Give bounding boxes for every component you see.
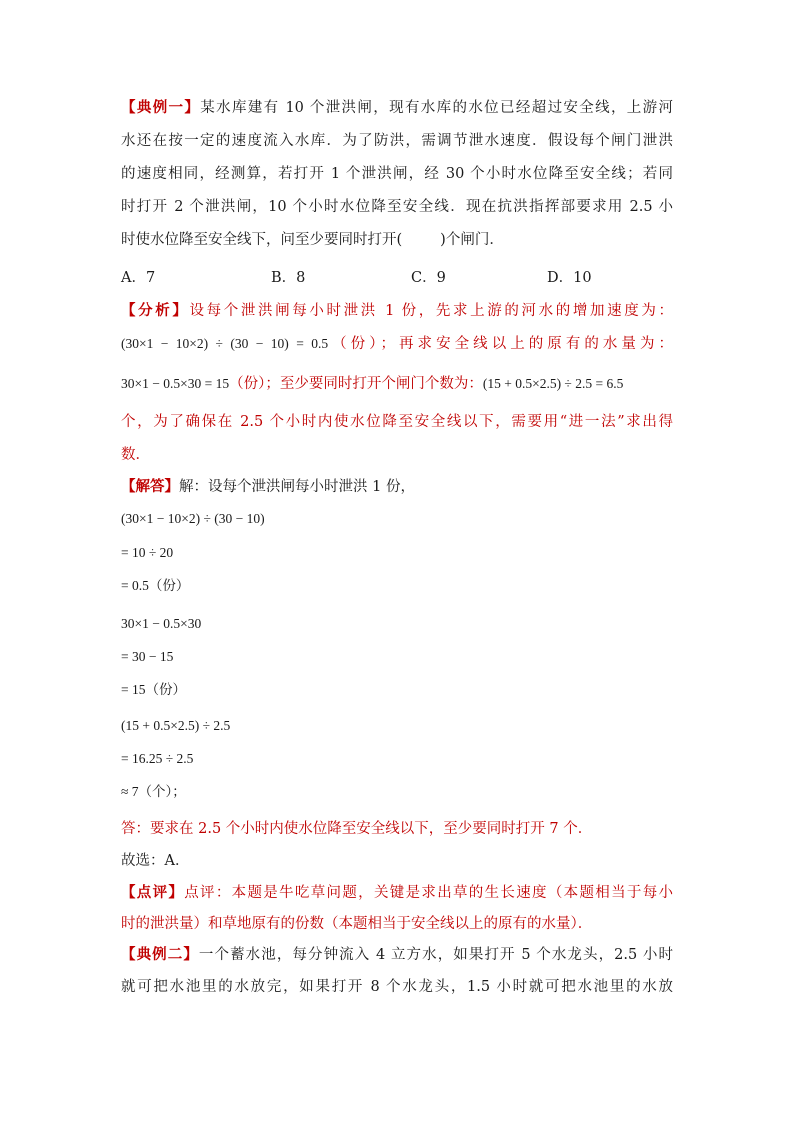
example1-line-2: 水还在按一定的速度流入水库．为了防洪，需调节泄水速度．假设每个闸门泄洪 [121, 133, 673, 149]
comment-text-1: 点评：本题是牛吃草问题，关键是求出草的生长速度（本题相当于每小 [184, 885, 674, 901]
comment-tag: 【点评】 [121, 884, 185, 901]
example1-question: 时使水位降至安全线下，问至少要同时打开( [121, 232, 403, 248]
example1-line-1 [121, 98, 673, 118]
example2-line-1 [121, 945, 673, 965]
solution-step-6: = 15（份） [121, 682, 186, 697]
analysis-math-2: 30×1 − 0.5×30 = 15 [121, 376, 230, 391]
comment-line-2: 时的泄洪量）和草地原有的份数（本题相当于安全线以上的原有的水量）． [121, 916, 593, 932]
options-row [121, 268, 673, 288]
option-d: D．10 [547, 270, 592, 286]
solution-intro-line [121, 477, 415, 497]
analysis-line-5: 数． [121, 447, 150, 463]
option-c: C．9 [411, 270, 446, 286]
solution-step-8: = 16.25 ÷ 2.5 [121, 751, 194, 766]
example1-tag: 【典例一】 [121, 99, 201, 116]
analysis-text-1: 设每个泄洪闸每小时泄洪 1 份，先求上游的河水的增加速度为： [189, 303, 673, 319]
solution-intro: 解：设每个泄洪闸每小时泄洪 1 份， [179, 479, 415, 495]
example1-line-5 [121, 230, 504, 250]
analysis-line-1 [121, 301, 673, 321]
analysis-line-3 [121, 374, 623, 394]
solution-step-1: (30×1 − 10×2) ÷ (30 − 10) [121, 511, 265, 526]
solution-step-2: = 10 ÷ 20 [121, 545, 174, 560]
solution-step-5: = 30 − 15 [121, 649, 174, 664]
solution-choice: 故选：A． [121, 853, 190, 869]
solution-step-7: (15 + 0.5×2.5) ÷ 2.5 [121, 718, 231, 733]
analysis-math-3: (15 + 0.5×2.5) ÷ 2.5 = 6.5 [482, 376, 624, 391]
analysis-tag: 【分析】 [121, 302, 190, 319]
example2-text-1: 一个蓄水池，每分钟流入 4 立方水，如果打开 5 个水龙头，2.5 小时 [198, 947, 673, 963]
option-b: B．8 [271, 270, 306, 286]
example1-text-1: 某水库建有 10 个泄洪闸，现有水库的水位已经超过安全线，上游河 [200, 100, 674, 116]
solution-answer: 答：要求在 2.5 个小时内使水位降至安全线以下，至少要同时打开 7 个． [121, 821, 593, 837]
option-a: A．7 [121, 270, 156, 286]
example2-tag: 【典例二】 [121, 946, 199, 963]
solution-tag: 【解答】 [121, 478, 179, 495]
solution-step-9: ≈ 7（个）； [121, 784, 186, 799]
analysis-text-3: （份）；至少要同时打开个闸门个数为： [229, 376, 483, 392]
analysis-line-4: 个，为了确保在 2.5 个小时内使水位降至安全线以下，需要用“进一法”求出得 [121, 414, 673, 430]
example1-line-4: 时打开 2 个泄洪闸，10 个小时水位降至安全线．现在抗洪指挥部要求用 2.5 小 [121, 199, 673, 215]
solution-step-3: = 0.5（份） [121, 578, 190, 593]
analysis-line-2 [121, 334, 673, 354]
example1-question-end: )个闸门． [440, 232, 504, 248]
comment-line-1 [121, 883, 673, 903]
example2-line-2: 就可把水池里的水放完，如果打开 8 个水龙头，1.5 小时就可把水池里的水放 [121, 979, 673, 995]
analysis-math-1: (30×1 − 10×2) ÷ (30 − 10) = 0.5 [121, 336, 329, 351]
example1-line-3: 的速度相同，经测算，若打开 1 个泄洪闸，经 30 个小时水位降至安全线；若同 [121, 166, 673, 182]
analysis-text-2: （份）；再求安全线以上的原有的水量为： [328, 336, 673, 352]
solution-step-4: 30×1 − 0.5×30 [121, 616, 202, 631]
